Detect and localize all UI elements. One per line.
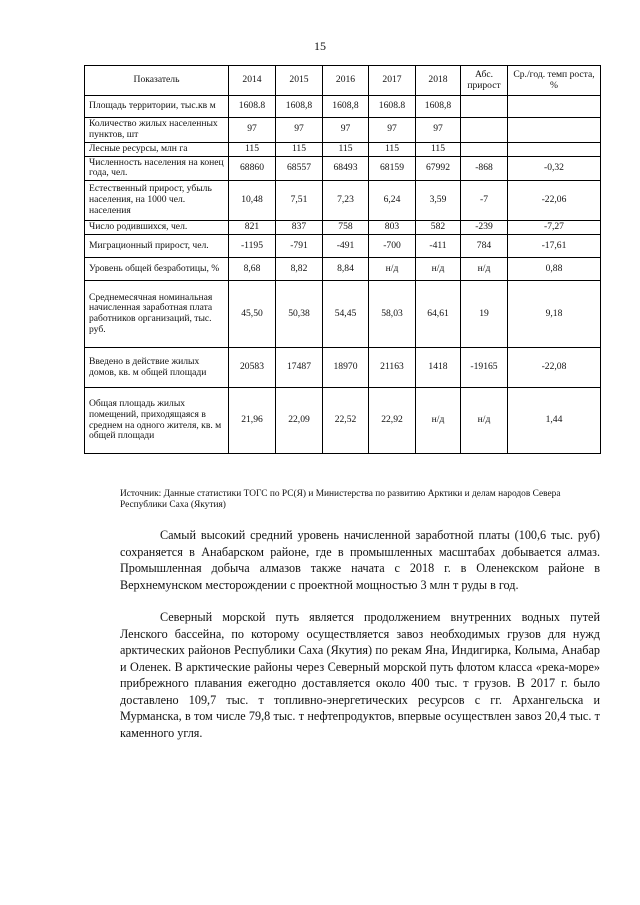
row-label: Численность населения на конец года, чел.	[85, 156, 229, 181]
table-row	[85, 281, 601, 348]
table-cell: 582	[416, 221, 461, 235]
header-indicator: Показатель	[85, 66, 229, 96]
table-cell: 45,50	[229, 281, 276, 348]
table-cell: 115	[369, 142, 416, 156]
table-row	[85, 388, 601, 454]
table-cell: 1,44	[508, 388, 601, 454]
table-cell: 1418	[416, 348, 461, 388]
header-2016: 2016	[323, 66, 369, 96]
row-label: Миграционный прирост, чел.	[85, 235, 229, 258]
table-cell: 837	[276, 221, 323, 235]
paragraph-1-text: Самый высокий средний уровень начисленной заработной платы (100,6 тыс. руб) сохраняется в Анабарском районе, где в промышленных масштабах добывается алмаз. Промышленная добыча алмазов также начата с 2018 г. в Оленекском районе в Верхнемунском месторождении с проектной мощностью 3 млн т руды в год.	[120, 528, 600, 592]
table-cell: 68493	[323, 156, 369, 181]
table-header-row	[85, 66, 601, 96]
table-cell: 97	[369, 118, 416, 143]
table-cell	[508, 118, 601, 143]
table-cell: н/д	[461, 258, 508, 281]
table-cell: 115	[229, 142, 276, 156]
table-cell: 68159	[369, 156, 416, 181]
table-cell: 8,84	[323, 258, 369, 281]
table-cell: 7,23	[323, 181, 369, 221]
table-cell: 1608,8	[276, 96, 323, 118]
table-cell: 97	[229, 118, 276, 143]
table-cell: -491	[323, 235, 369, 258]
table-cell: 64,61	[416, 281, 461, 348]
page-number: 15	[314, 39, 326, 53]
table-cell: -868	[461, 156, 508, 181]
row-label: Площадь территории, тыс.кв м	[85, 96, 229, 118]
table-cell: 17487	[276, 348, 323, 388]
table-row	[85, 348, 601, 388]
table-cell: 784	[461, 235, 508, 258]
table-cell: 115	[276, 142, 323, 156]
table-cell: 21163	[369, 348, 416, 388]
table-cell: 8,68	[229, 258, 276, 281]
table-row	[85, 181, 601, 221]
row-label: Число родившихся, чел.	[85, 221, 229, 235]
table-cell: -239	[461, 221, 508, 235]
table-row	[85, 156, 601, 181]
table-cell: 7,51	[276, 181, 323, 221]
table-cell: 1608.8	[369, 96, 416, 118]
table-row	[85, 96, 601, 118]
table-cell: 58,03	[369, 281, 416, 348]
table-cell: -0,32	[508, 156, 601, 181]
table-row	[85, 142, 601, 156]
table-cell: 821	[229, 221, 276, 235]
table-cell: н/д	[369, 258, 416, 281]
table-cell: 803	[369, 221, 416, 235]
table-cell	[461, 118, 508, 143]
table-cell: -22,06	[508, 181, 601, 221]
table-cell: 68860	[229, 156, 276, 181]
table-cell: н/д	[416, 258, 461, 281]
table-cell: 50,38	[276, 281, 323, 348]
row-label: Уровень общей безработицы, %	[85, 258, 229, 281]
table-cell: -17,61	[508, 235, 601, 258]
table-cell: 54,45	[323, 281, 369, 348]
table-cell	[508, 96, 601, 118]
table-cell: -1195	[229, 235, 276, 258]
table-cell: 10,48	[229, 181, 276, 221]
row-label: Среднемесячная номинальная начисленная заработная плата работников организаций, тыс. руб.	[85, 281, 229, 348]
table-cell: -19165	[461, 348, 508, 388]
table-row	[85, 118, 601, 143]
header-2014: 2014	[229, 66, 276, 96]
table-cell: 9,18	[508, 281, 601, 348]
table-cell: 18970	[323, 348, 369, 388]
row-label: Количество жилых населенных пунктов, шт	[85, 118, 229, 143]
table-cell: 1608,8	[323, 96, 369, 118]
table-cell: 115	[323, 142, 369, 156]
source-note: Источник: Данные статистики ТОГС по РС(Я) и Министерства по развитию Арктики и делам народов Севера Республики Саха (Якутия)	[120, 489, 561, 510]
row-label: Естественный прирост, убыль населения, на 1000 чел. населения	[85, 181, 229, 221]
table-cell: 0,88	[508, 258, 601, 281]
table-cell: 97	[416, 118, 461, 143]
header-abs-growth: Абс. прирост	[461, 66, 508, 96]
table-cell: 8,82	[276, 258, 323, 281]
table-cell: 97	[323, 118, 369, 143]
table-cell: 20583	[229, 348, 276, 388]
paragraph-2	[120, 609, 600, 741]
table-cell: -411	[416, 235, 461, 258]
row-label: Общая площадь жилых помещений, приходящаяся в среднем на одного жителя, кв. м общей площади	[85, 388, 229, 454]
statistics-table	[84, 65, 601, 454]
header-2017: 2017	[369, 66, 416, 96]
table-cell: 1608.8	[229, 96, 276, 118]
table-cell: 68557	[276, 156, 323, 181]
table-row	[85, 235, 601, 258]
table-cell: 6,24	[369, 181, 416, 221]
table-cell: 22,52	[323, 388, 369, 454]
table-cell	[461, 96, 508, 118]
header-avg-growth-rate: Ср./год. темп роста, %	[508, 66, 601, 96]
table-cell: -791	[276, 235, 323, 258]
table-cell: 21,96	[229, 388, 276, 454]
table-cell	[508, 142, 601, 156]
row-label: Лесные ресурсы, млн га	[85, 142, 229, 156]
table-cell: 115	[416, 142, 461, 156]
table-row	[85, 258, 601, 281]
table-cell: 1608,8	[416, 96, 461, 118]
table-cell: -7	[461, 181, 508, 221]
table-cell: н/д	[461, 388, 508, 454]
paragraph-2-text: Северный морской путь является продолжением внутренних водных путей Ленского бассейна, по которому осуществляется завоз необходимых грузов для нужд арктических районов Республики Саха (Якутия) по рекам Яна, Индигирка, Колыма, Анабар и Оленек. В арктические районы через Северный морской путь флотом класса «река-море» прибрежного плавания ежегодно доставляется около 400 тыс. т грузов. В 2017 г. было доставлено 109,7 тыс. т топливно-энергетических ресурсов с гг. Архангельска и Мурманска, в том числе 79,8 тыс. т нефтепродуктов, впервые осуществлен завоз 20,4 тыс. т каменного угля.	[120, 610, 600, 740]
header-2015: 2015	[276, 66, 323, 96]
table-cell: -700	[369, 235, 416, 258]
table-cell: 19	[461, 281, 508, 348]
table-cell: 3,59	[416, 181, 461, 221]
table-cell: 22,09	[276, 388, 323, 454]
table-cell	[461, 142, 508, 156]
table-cell: 22,92	[369, 388, 416, 454]
table-cell: -7,27	[508, 221, 601, 235]
table-cell: 67992	[416, 156, 461, 181]
paragraph-1	[120, 527, 600, 593]
table-cell: н/д	[416, 388, 461, 454]
table-row	[85, 221, 601, 235]
header-2018: 2018	[416, 66, 461, 96]
table-cell: -22,08	[508, 348, 601, 388]
row-label: Введено в действие жилых домов, кв. м общей площади	[85, 348, 229, 388]
table-cell: 758	[323, 221, 369, 235]
table-cell: 97	[276, 118, 323, 143]
